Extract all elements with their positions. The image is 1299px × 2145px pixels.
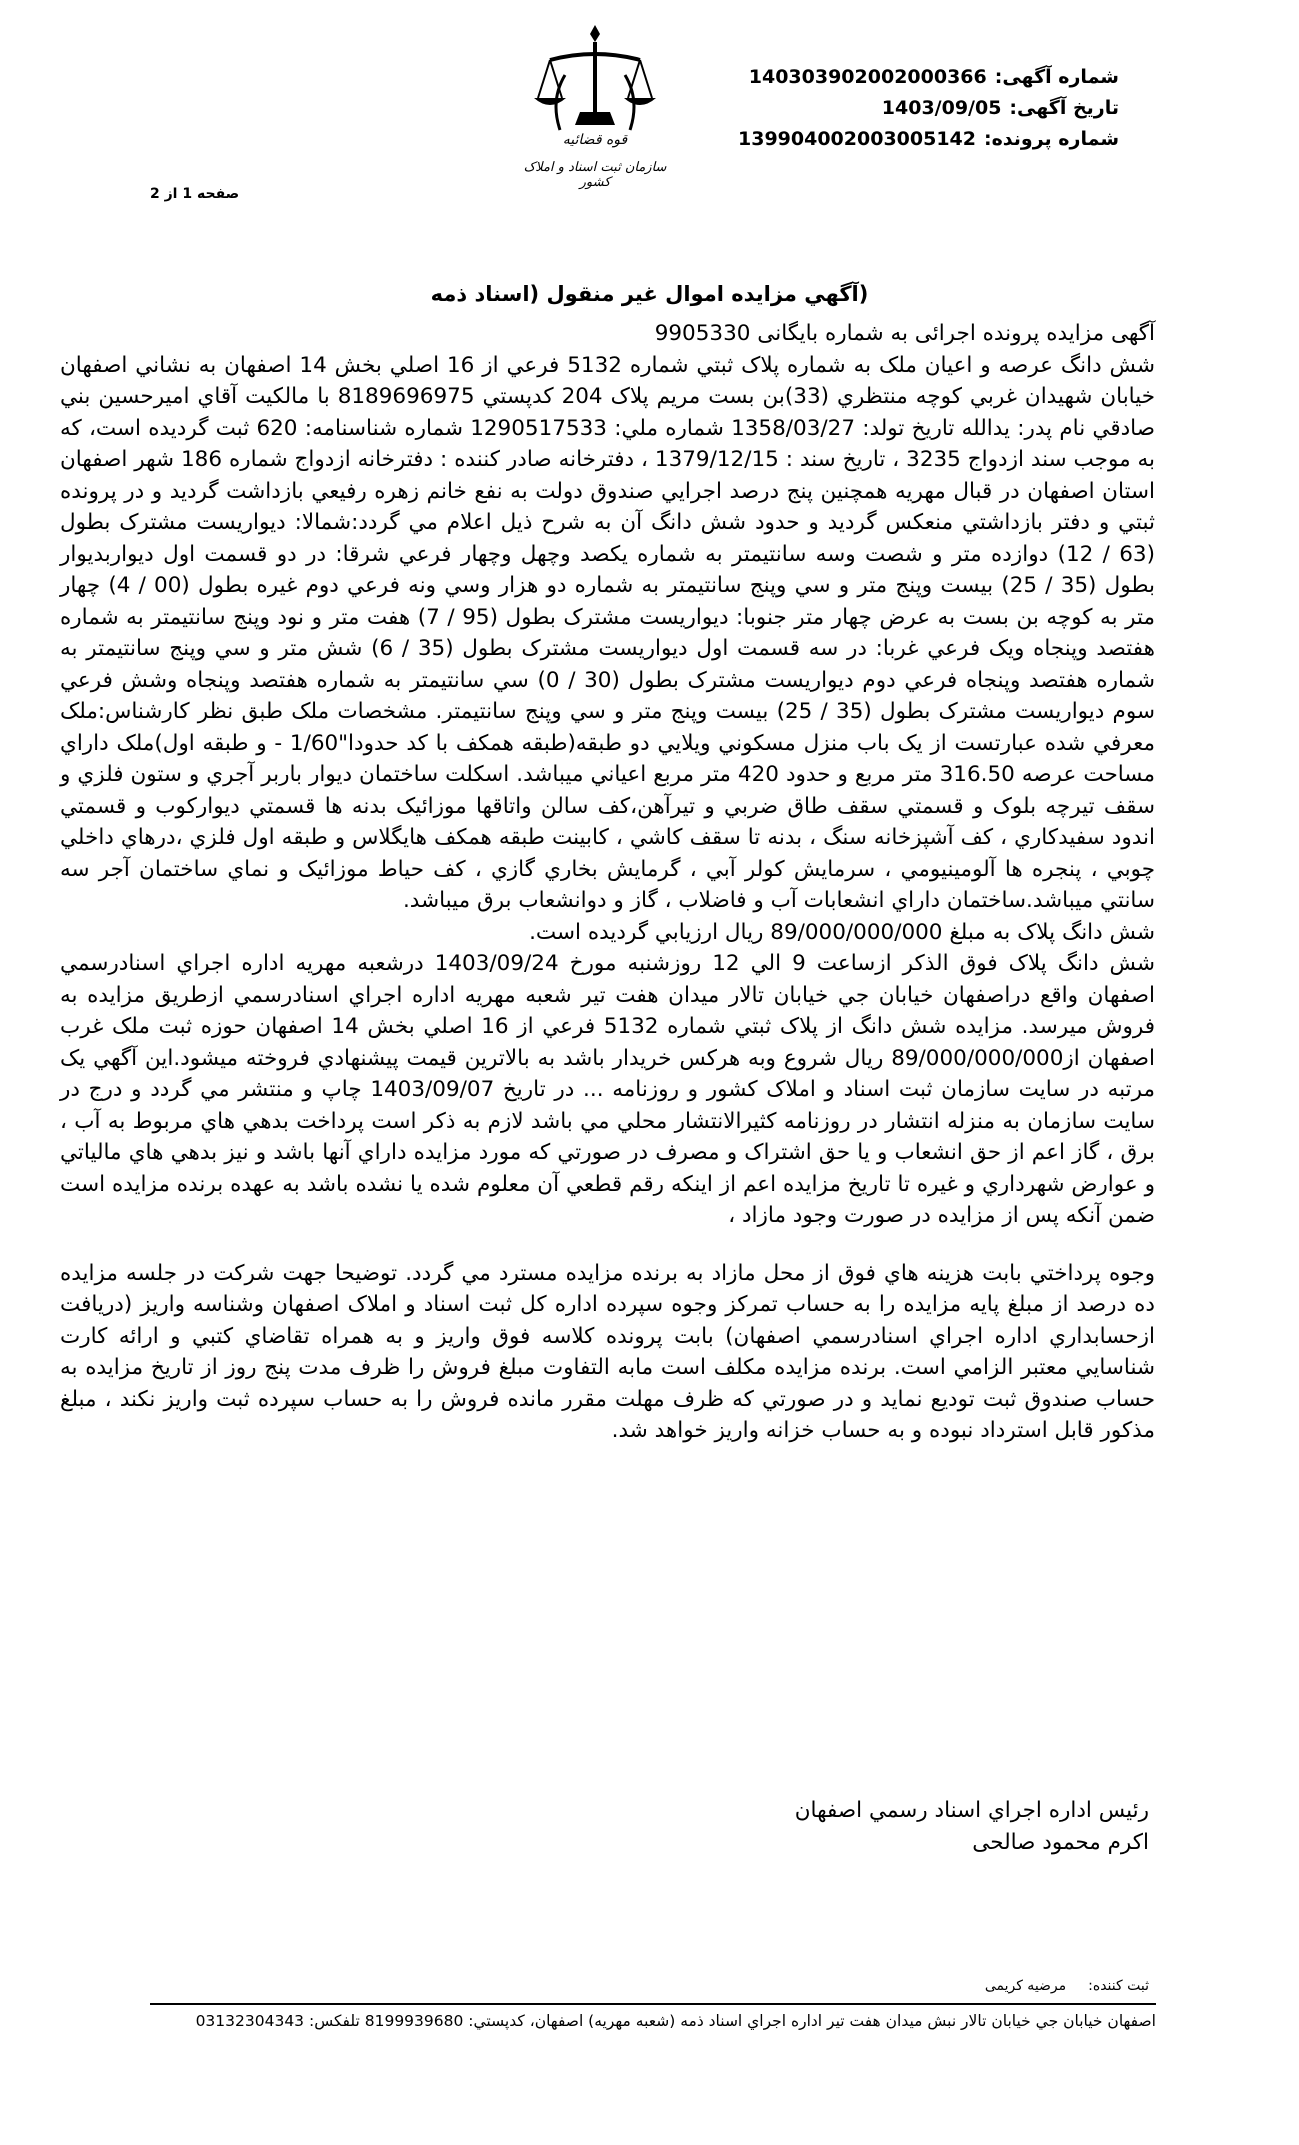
emblem-text-bottom: سازمان ثبت اسناد و املاک کشور <box>523 160 667 190</box>
notice-header <box>738 62 1119 155</box>
paragraph-valuation: شش دانگ پلاک به مبلغ 89/000/000/000 ريال ارزيابي گرديده است. <box>529 919 1155 945</box>
scales-of-justice-icon <box>520 20 670 230</box>
footer-address: اصفهان خيابان جي خيابان تالار نبش ميدان هفت تير اداره اجراي اسناد ذمه (شعبه مهريه) اصفهان، کدپستي: 8199939680 تلفكس: 03132304343 <box>195 2012 1156 2030</box>
file-number: 139904002003005142 <box>738 128 976 150</box>
file-number-row <box>738 124 1119 155</box>
notice-body <box>60 318 1155 1447</box>
registrar <box>985 1978 1149 1994</box>
notice-date-label: تاریخ آگهی: <box>1009 97 1119 119</box>
signature-block <box>795 1795 1149 1859</box>
file-number-label: شماره پرونده: <box>983 128 1119 150</box>
registrar-name: مرضیه کریمی <box>984 1978 1067 1994</box>
notice-date: 1403/09/05 <box>881 97 1002 119</box>
emblem-text-top: قوه قضائیه <box>562 132 628 148</box>
paragraph-archive-number: آگهی مزایده پرونده اجرائی به شماره بایگانی 9905330 <box>654 321 1155 346</box>
notice-date-row <box>738 93 1119 124</box>
notice-number-row <box>738 62 1119 93</box>
paragraph-property-description: شش دانگ عرصه و اعيان ملک به شماره پلاک ثبتي شماره 5132 فرعي از 16 اصلي بخش 14 اصفهان به نشاني اصفهان خيابان شهيدان غربي کوچه منتظري (33)بن بست مريم پلاک 204 کدپستي 8189696975 با مالکيت آقاي اميرحسين بني صادقي نام پدر: يدالله تاريخ تولد: 1358/03/27 شماره ملي: 1290517533 شماره شناسنامه: 620 ثبت گرديده است، که به موجب سند ازدواج 3235 ، تاريخ سند : 1379/12/15 ، دفترخانه صادر کننده : دفترخانه ازدواج شماره 186 شهر اصفهان استان اصفهان در قبال مهريه همچنين پنج درصد اجرايي صندوق دولت به نفع خانم زهره رفيعي بازداشت گرديد و در پرونده ثبتي و دفتر بازداشتي منعکس گرديد و حدود شش دانگ آن به شرح ذيل اعلام مي گردد:شمالا: ديواريست مشترک بطول (63 / 12) دوازده متر و شصت وسه سانتيمتر به شماره يکصد وچهل وچهار فرعي شرقا: در دو قسمت اول ديواربديوار بطول (35 / 25) بيست وپنج متر و سي وپنج سانتيمتر به شماره دو هزار وسي ونه فرعي دوم غيره بطول (00 / 4) چهار متر به کوچه بن بست به عرض چهار متر جنوبا: ديواريست مشترک بطول (95 / 7) هفت متر و نود وپنج سانتيمتر به شماره هفتصد وپنجاه ويک فرعي غربا: در سه قسمت اول ديواريست مشترک بطول (35 / 6) شش متر و سي وپنج سانتيمتر به شماره هفتصد وپنجاه فرعي دوم ديواريست مشترک بطول (30 / 0) سي سانتيمتر به شماره هفتصد وپنجاه وشش فرعي سوم ديواريست مشترک بطول (35 / 25) بيست وپنج متر و سي وپنج سانتيمتر. مشخصات ملک طبق نظر کارشناس:ملک معرفي شده عبارتست از يک باب منزل مسکوني ويلايي دو طبقه(طبقه همکف با کد حدودا"1/60 - و طبقه اول)ملک داراي مساحت عرصه 316.50 متر مربع و حدود 420 متر مربع اعياني ميباشد. اسکلت ساختمان ديوار باربر آجري و ستون فلزي و سقف تيرچه بلوک و قسمتي سقف طاق ضربي و تيرآهن،کف سالن واتاقها موزائيک بدنه ها قسمتي ديوارکوب و قسمتي اندود سفيدکاري ، کف آشپزخانه سنگ ، بدنه تا سقف کاشي ، کابينت طبقه همکف هايگلاس و طبقه اول فلزي ،درهاي داخلي چوبي ، پنجره ها آلومينيومي ، سرمايش کولر آبي ، گرمايش بخاري گازي ، کف حياط موزائيک و نماي ساختمان آجر سه سانتي ميباشد.ساختمان داراي انشعابات آب و فاضلاب ، گاز و دوانشعاب برق ميباشد. <box>60 352 1156 913</box>
document-title: (آگهي مزايده اموال غير منقول (اسناد ذمه <box>430 282 869 306</box>
paragraph-payment-terms: وجوه پرداختي بابت هزينه هاي فوق از محل مازاد به برنده مزايده مسترد مي گردد. توضيحا جهت شرکت در جلسه مزايده ده درصد از مبلغ پايه مزايده را به حساب تمرکز وجوه سپرده اداره کل ثبت اسناد و املاک اصفهان وشناسه واريز (دريافت ازحسابداري اداره اجراي اسنادرسمي اصفهان) بابت پرونده کلاسه فوق واريز و به همراه تقاضاي کتبي و ارائه کارت شناسايي معتبر الزامي است. برنده مزايده مکلف است مابه التفاوت مبلغ فروش را ظرف مدت پنج روز از تاريخ مزايده به حساب صندوق ثبت توديع نمايد و در صورتي که ظرف مهلت مقرر مانده فروش را به حساب سپرده ثبت واريز نکند ، مبلغ مذکور قابل استرداد نبوده و به حساب خزانه واريز خواهد شد. <box>60 1260 1155 1443</box>
page-number: صفحه 1 از 2 <box>150 186 240 202</box>
notice-number: 140303902002000366 <box>748 66 987 88</box>
signature-title: رئيس اداره اجراي اسناد رسمي اصفهان <box>794 1798 1149 1823</box>
paragraph-auction-details: شش دانگ پلاک فوق الذکر ازساعت 9 الي 12 روزشنبه مورخ 1403/09/24 درشعبه مهريه اداره اجراي اسنادرسمي اصفهان واقع دراصفهان خيابان جي خيابان تالار ميدان هفت تير شعبه مهريه اداره اجراي اسنادرسمي ازطريق مزايده به فروش ميرسد. مزايده شش دانگ از پلاک ثبتي شماره 5132 فرعي از 16 اصلي بخش 14 اصفهان حوزه ثبت ملک غرب اصفهان از89/000/000/000 ريال شروع وبه هرکس خريدار باشد به بالاترين قيمت پيشنهادي فروخته ميشود.اين آگهي يک مرتبه در سايت سازمان ثبت اسناد و املاک کشور و روزنامه ... در تاريخ 1403/09/07 چاپ و منتشر مي گردد و درج در سايت سازمان به منزله انتشار در روزنامه کثيرالانتشار محلي مي باشد لازم به ذکر است پرداخت بدهي هاي مربوط به آب ، برق ، گاز اعم از حق انشعاب و يا حق اشتراک و مصرف در صورتي که مورد مزايده داراي آنها باشد و نيز بدهي هاي مالياتي و عوارض شهرداري و غيره تا تاريخ مزايده اعم از اينکه رقم قطعي آن معلوم شده يا نشده باشد به عهده برنده مزايده است ضمن آنکه پس از مزايده در صورت وجود مازاد ، <box>60 951 1156 1228</box>
judiciary-emblem <box>520 20 670 230</box>
footer-divider <box>150 2003 1156 2005</box>
notice-number-label: شماره آگهی: <box>994 66 1119 88</box>
registrar-label: ثبت کننده: <box>1088 1978 1149 1994</box>
signature-name: اکرم محمود صالحی <box>972 1830 1149 1855</box>
